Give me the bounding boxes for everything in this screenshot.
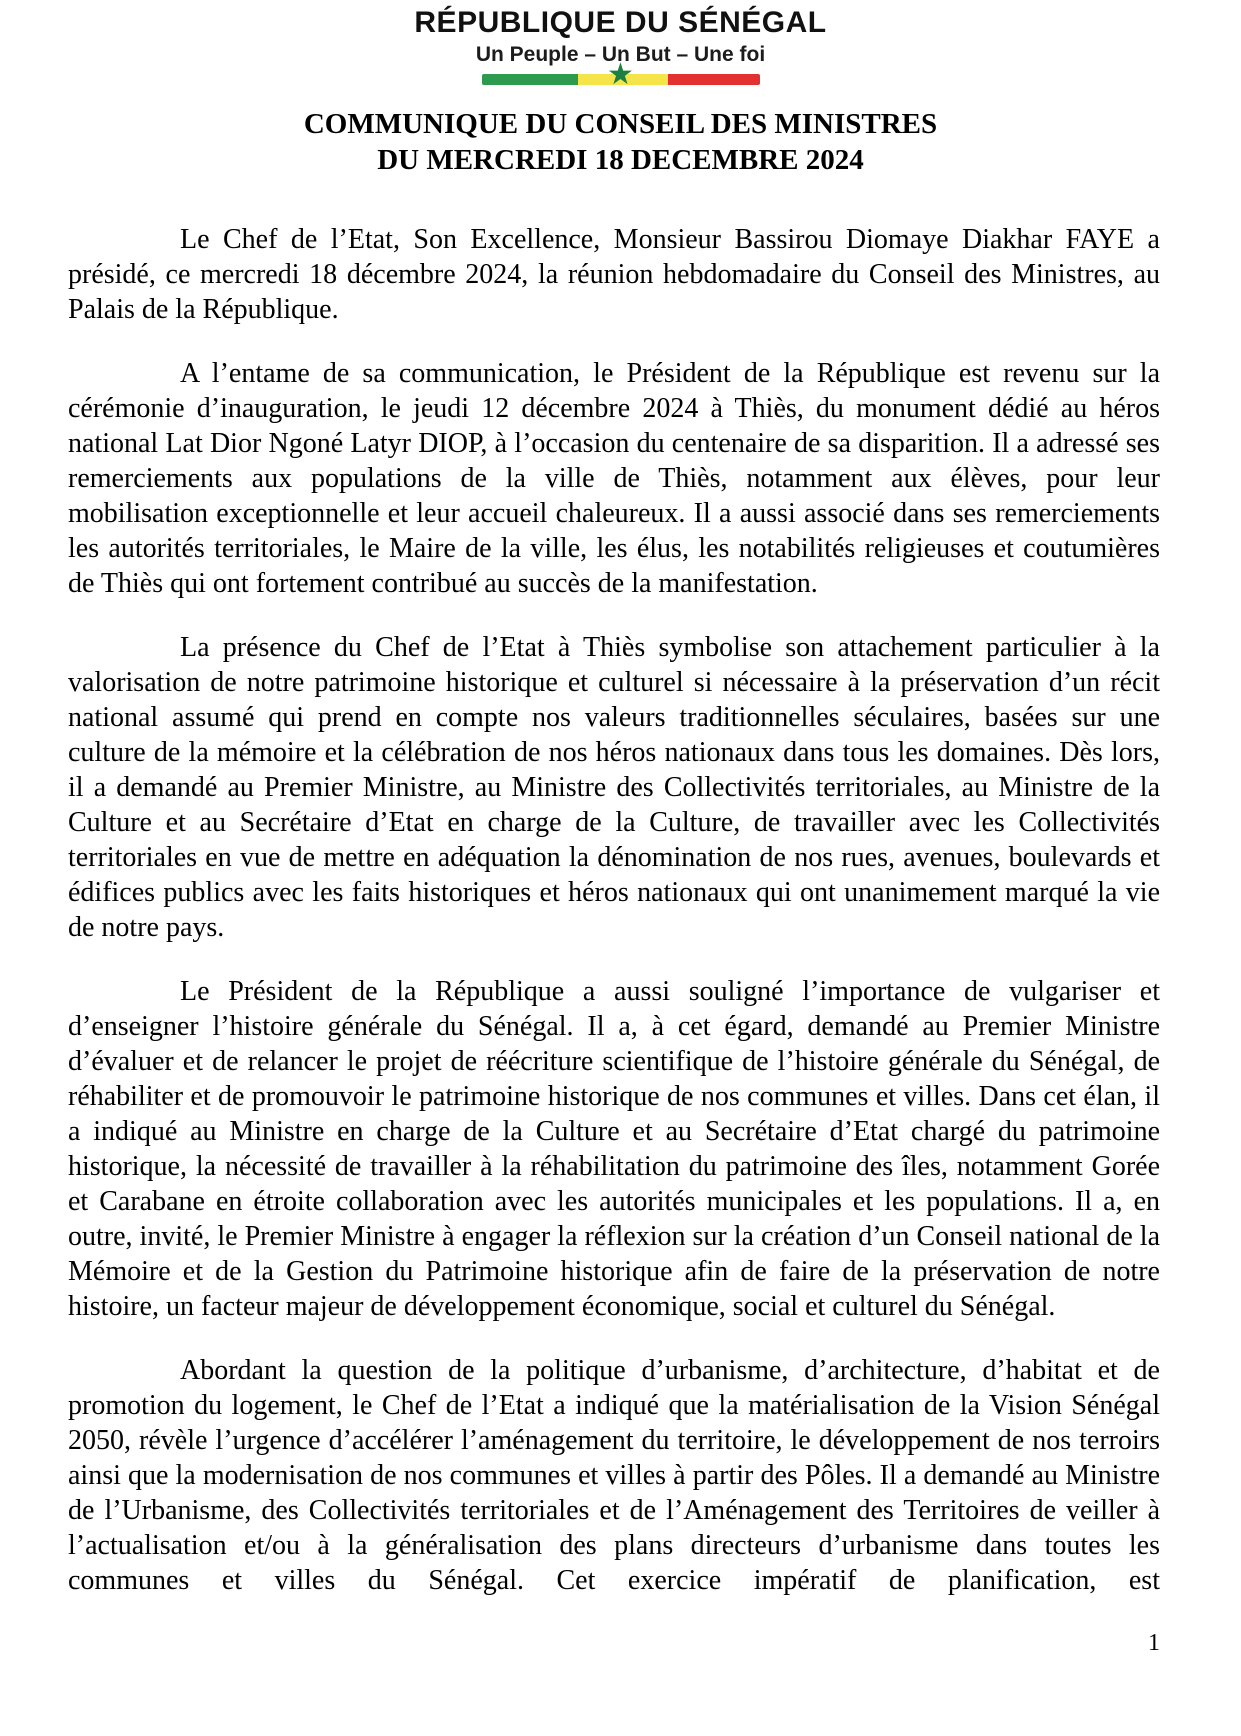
paragraph-opening: Le Chef de l’Etat, Son Excellence, Monsieur Bassirou Diomaye Diakhar FAYE a présidé, ce mercredi 18 décembre 2024, la réunion hebdomadaire du Conseil des Ministres, au Palais de la République. [68,224,1160,325]
national-header [0,6,1241,92]
paragraph-patrimoine-historique: La présence du Chef de l’Etat à Thiès symbolise son attachement particulier à la valorisation de notre patrimoine historique et culturel si nécessaire à la préservation d’un récit national assumé qui prend en compte nos valeurs traditionnelles séculaires, basées sur une culture de la mémoire et la célébration de nos héros nationaux dans tous les domaines. Dès lors, il a demandé au Premier Ministre, au Ministre des Collectivités territoriales, au Ministre de la Culture et au Secrétaire d’Etat en charge de la Culture, de travailler avec les Collectivités territoriales en vue de mettre en adéquation la dénomination de nos rues, avenues, boulevards et édifices publics avec les faits historiques et héros nationaux qui ont unanimement marqué la vie de notre pays. [68,632,1160,943]
star-icon: ★ [607,57,634,92]
document-body [68,222,1160,1627]
republic-name: RÉPUBLIQUE DU SÉNÉGAL [414,6,827,39]
document-title-line1: COMMUNIQUE DU CONSEIL DES MINISTRES [303,108,938,140]
page-number: 1 [1148,1630,1160,1656]
senegal-flag-stripe [482,57,760,92]
flag-green-segment [482,74,578,85]
flag-red-segment [668,74,760,85]
national-motto: Un Peuple – Un But – Une foi [475,43,766,66]
document-title-line2: DU MERCREDI 18 DECEMBRE 2024 [377,144,864,176]
paragraph-inauguration-thies: A l’entame de sa communication, le Président de la République est revenu sur la cérémonie d’inauguration, le jeudi 12 décembre 2024 à Thiès, du monument dédié au héros national Lat Dior Ngoné Latyr DIOP, à l’occasion du centenaire de sa disparition. Il a adressé ses remerciements aux populations de la ville de Thiès, notamment aux élèves, pour leur mobilisation exceptionnelle et leur accueil chaleureux. Il a aussi associé dans ses remerciements les autorités territoriales, le Maire de la ville, les élus, les notabilités religieuses et coutumières de Thiès qui ont fortement contribué au succès de la manifestation. [68,358,1160,599]
paragraph-urbanisme: Abordant la question de la politique d’urbanisme, d’architecture, d’habitat et de promotion du logement, le Chef de l’Etat a indiqué que la matérialisation de la Vision Sénégal 2050, révèle l’urgence d’accélérer l’aménagement du territoire, le développement de nos terroirs ainsi que la modernisation de nos communes et villes à partir des Pôles. Il a demandé au Ministre de l’Urbanisme, des Collectivités territoriales et de l’Aménagement des Territoires de veiller à l’actualisation et/ou à la généralisation des plans directeurs d’urbanisme dans toutes les communes et villes du Sénégal. Cet exercice impératif de planification, est [68,1355,1160,1596]
document-title [0,106,1241,178]
paragraph-histoire-generale: Le Président de la République a aussi souligné l’importance de vulgariser et d’enseigner l’histoire générale du Sénégal. Il a, à cet égard, demandé au Premier Ministre d’évaluer et de relancer le projet de réécriture scientifique de l’histoire générale du Sénégal, de réhabiliter et de promouvoir le patrimoine historique de nos communes et villes. Dans cet élan, il a indiqué au Ministre en charge de la Culture et au Secrétaire d’Etat chargé du patrimoine historique, la nécessité de travailler à la réhabilitation du patrimoine des îles, notamment Gorée et Carabane en étroite collaboration avec les autorités municipales et les populations. Il a, en outre, invité, le Premier Ministre à engager la réflexion sur la création d’un Conseil national de la Mémoire et de la Gestion du Patrimoine historique afin de faire de la préservation de notre histoire, un facteur majeur de développement économique, social et culturel du Sénégal. [68,976,1160,1322]
